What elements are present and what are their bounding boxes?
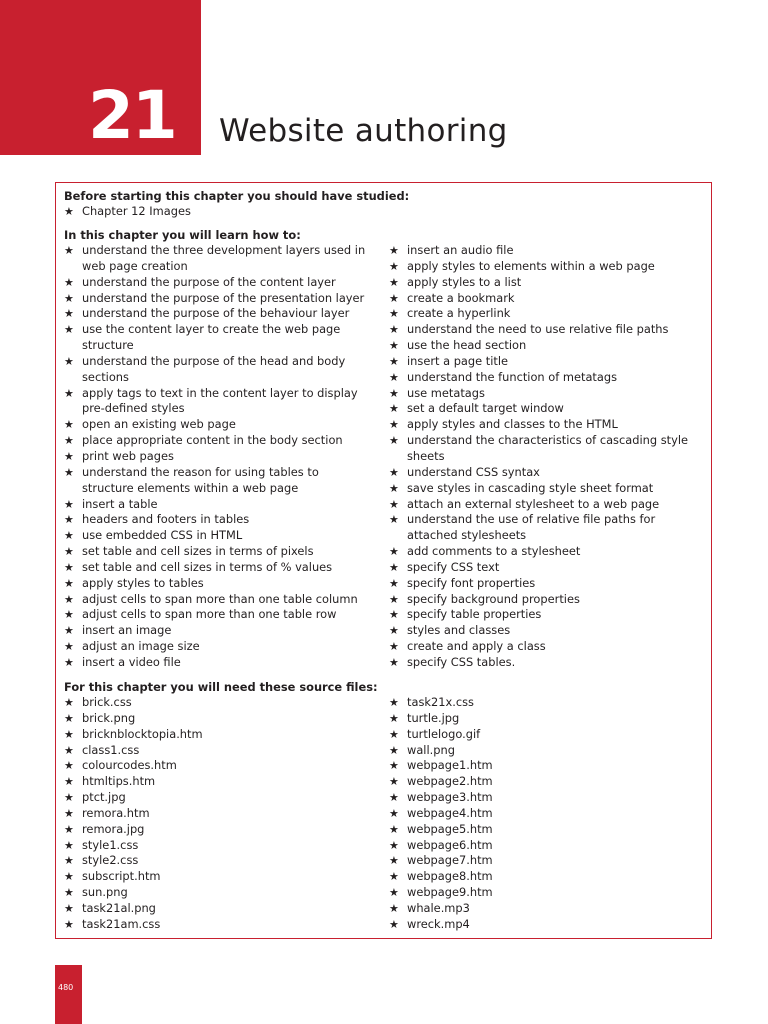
star-bullet-icon: ★ <box>389 775 399 789</box>
learning-objective-continuation <box>64 259 365 275</box>
star-bullet-icon: ★ <box>64 806 74 820</box>
list-item-text: create a hyperlink <box>407 306 511 321</box>
source-file-item <box>64 822 203 838</box>
learning-objective <box>64 275 365 291</box>
star-bullet-icon: ★ <box>64 759 74 773</box>
list-item-text: sections <box>82 369 129 384</box>
list-item-text: adjust an image size <box>82 639 200 654</box>
learning-objective <box>64 639 365 655</box>
star-bullet-icon: ★ <box>64 560 74 574</box>
learning-objective <box>389 401 688 417</box>
list-item-text: wreck.mp4 <box>407 916 470 931</box>
source-files-heading: For this chapter you will need these source files: <box>64 680 378 694</box>
star-bullet-icon: ★ <box>64 545 74 559</box>
prerequisites-heading: Before starting this chapter you should have studied: <box>64 189 410 203</box>
learning-objective <box>389 592 688 608</box>
source-file-item <box>389 822 493 838</box>
star-bullet-icon: ★ <box>389 307 399 321</box>
list-item-text: use embedded CSS in HTML <box>82 528 243 543</box>
list-item-text: attached stylesheets <box>407 528 527 543</box>
learning-objective <box>389 497 688 513</box>
learning-objective <box>389 275 688 291</box>
star-bullet-icon: ★ <box>64 497 74 511</box>
star-bullet-icon: ★ <box>64 418 74 432</box>
star-bullet-icon: ★ <box>389 886 399 900</box>
list-item-text: understand the purpose of the presentation layer <box>82 290 365 305</box>
source-file-item <box>389 869 493 885</box>
source-file-item <box>64 917 203 933</box>
list-item-text: specify table properties <box>407 607 542 622</box>
star-bullet-icon: ★ <box>389 806 399 820</box>
list-item-text: bricknblocktopia.htm <box>82 726 203 741</box>
star-bullet-icon: ★ <box>64 307 74 321</box>
star-bullet-icon: ★ <box>389 696 399 709</box>
list-item-text: insert a table <box>82 496 158 511</box>
star-bullet-icon: ★ <box>389 576 399 590</box>
list-item-text: colourcodes.htm <box>82 758 177 773</box>
learning-objective <box>64 291 365 307</box>
learning-objective <box>389 481 688 497</box>
learning-objective <box>389 655 688 671</box>
learning-objective <box>389 370 688 386</box>
star-bullet-icon: ★ <box>64 354 74 368</box>
star-bullet-icon: ★ <box>64 624 74 638</box>
list-item-text: ptct.jpg <box>82 790 126 805</box>
star-bullet-icon: ★ <box>389 465 399 479</box>
star-bullet-icon: ★ <box>64 775 74 789</box>
learning-objective <box>389 544 688 560</box>
learning-objective <box>389 386 688 402</box>
list-item-text: set table and cell sizes in terms of % values <box>82 559 333 574</box>
star-bullet-icon: ★ <box>389 275 399 289</box>
list-item-text: brick.png <box>82 710 136 725</box>
star-bullet-icon: ★ <box>389 402 399 416</box>
star-bullet-icon: ★ <box>389 434 399 448</box>
source-file-item <box>64 711 203 727</box>
star-bullet-icon: ★ <box>389 838 399 852</box>
source-file-item <box>389 885 493 901</box>
list-item-text: turtle.jpg <box>407 710 460 725</box>
star-bullet-icon: ★ <box>64 696 74 709</box>
list-item-text: apply styles to a list <box>407 274 522 289</box>
list-item-text: pre-defined styles <box>82 401 185 416</box>
learning-objective <box>64 243 365 259</box>
list-item-text: remora.htm <box>82 805 150 820</box>
list-item-text: open an existing web page <box>82 417 236 432</box>
list-item-text: understand the function of metatags <box>407 369 618 384</box>
prerequisite-item <box>64 204 191 220</box>
source-file-item <box>389 853 493 869</box>
list-item-text: specify CSS tables. <box>407 654 516 669</box>
list-item-text: place appropriate content in the body section <box>82 433 343 448</box>
star-bullet-icon: ★ <box>64 791 74 805</box>
learn-list-right <box>389 243 688 671</box>
star-bullet-icon: ★ <box>64 655 74 669</box>
list-item-text: sun.png <box>82 885 128 900</box>
learning-objective <box>64 607 365 623</box>
list-item-text: whale.mp3 <box>407 900 470 915</box>
star-bullet-icon: ★ <box>389 917 399 931</box>
learning-objective <box>389 338 688 354</box>
list-item-text: apply styles to elements within a web page <box>407 258 655 273</box>
star-bullet-icon: ★ <box>64 291 74 305</box>
list-item-text: brick.css <box>82 695 132 709</box>
learning-objective <box>389 576 688 592</box>
learning-objective-continuation <box>64 481 365 497</box>
list-item-text: apply styles and classes to the HTML <box>407 417 618 432</box>
learning-objective <box>389 243 688 259</box>
learning-objective <box>389 623 688 639</box>
list-item-text: understand the purpose of the content layer <box>82 274 336 289</box>
source-file-item <box>64 838 203 854</box>
star-bullet-icon: ★ <box>389 759 399 773</box>
source-file-item <box>389 901 493 917</box>
list-item-text: use metatags <box>407 385 485 400</box>
learn-list-left <box>64 243 365 671</box>
star-bullet-icon: ★ <box>389 481 399 495</box>
star-bullet-icon: ★ <box>389 513 399 527</box>
list-item-text: understand the need to use relative file paths <box>407 322 669 337</box>
list-item-text: understand the reason for using tables to <box>82 464 319 479</box>
star-bullet-icon: ★ <box>64 386 74 400</box>
learning-objective <box>64 655 365 671</box>
list-item-text: webpage8.htm <box>407 869 493 884</box>
list-item-text: understand the purpose of the head and body <box>82 353 346 368</box>
star-bullet-icon: ★ <box>389 259 399 273</box>
list-item-text: wall.png <box>407 742 455 757</box>
learning-objective-continuation <box>64 370 365 386</box>
list-item-text: apply tags to text in the content layer to display <box>82 385 358 400</box>
list-item-text: adjust cells to span more than one table column <box>82 591 358 606</box>
learning-objective <box>389 607 688 623</box>
star-bullet-icon: ★ <box>389 791 399 805</box>
learning-objective <box>389 417 688 433</box>
learning-objective <box>389 560 688 576</box>
list-item-text: webpage6.htm <box>407 837 493 852</box>
list-item-text: insert an image <box>82 623 172 638</box>
list-item-text: set table and cell sizes in terms of pixels <box>82 544 314 559</box>
list-item-text: set a default target window <box>407 401 564 416</box>
source-file-item <box>64 774 203 790</box>
learning-objective <box>64 497 365 513</box>
list-item-text: web page creation <box>82 258 188 273</box>
learning-objective <box>64 306 365 322</box>
learning-objective-continuation <box>389 528 688 544</box>
list-item-text: turtlelogo.gif <box>407 726 481 741</box>
star-bullet-icon: ★ <box>389 592 399 606</box>
list-item-text: structure <box>82 338 134 353</box>
source-file-item <box>64 727 203 743</box>
source-file-item <box>389 774 493 790</box>
source-file-item <box>64 790 203 806</box>
list-item-text: webpage4.htm <box>407 805 493 820</box>
learning-objective <box>389 322 688 338</box>
list-item-text: webpage7.htm <box>407 853 493 868</box>
learning-objective <box>389 354 688 370</box>
list-item-text: sheets <box>407 448 445 463</box>
source-file-item <box>64 901 203 917</box>
learning-objective-continuation <box>389 449 688 465</box>
star-bullet-icon: ★ <box>64 838 74 852</box>
list-item-text: understand CSS syntax <box>407 464 540 479</box>
star-bullet-icon: ★ <box>64 870 74 884</box>
star-bullet-icon: ★ <box>64 529 74 543</box>
list-item-text: use the content layer to create the web page <box>82 322 341 337</box>
learning-objective <box>389 639 688 655</box>
star-bullet-icon: ★ <box>64 513 74 527</box>
star-bullet-icon: ★ <box>64 822 74 836</box>
star-bullet-icon: ★ <box>389 743 399 757</box>
list-item-text: specify background properties <box>407 591 580 606</box>
star-bullet-icon: ★ <box>64 205 74 218</box>
source-file-item <box>389 790 493 806</box>
list-item-text: specify font properties <box>407 575 536 590</box>
list-item-text: style1.css <box>82 837 139 852</box>
learning-objective <box>64 322 365 338</box>
star-bullet-icon: ★ <box>389 418 399 432</box>
chapter-title: Website authoring <box>219 113 508 149</box>
star-bullet-icon: ★ <box>389 560 399 574</box>
list-item-text: apply styles to tables <box>82 575 204 590</box>
star-bullet-icon: ★ <box>389 339 399 353</box>
star-bullet-icon: ★ <box>389 822 399 836</box>
star-bullet-icon: ★ <box>389 711 399 725</box>
star-bullet-icon: ★ <box>389 624 399 638</box>
page-number-tab <box>55 965 82 1024</box>
list-item-text: print web pages <box>82 448 174 463</box>
star-bullet-icon: ★ <box>389 323 399 337</box>
list-item-text: understand the three development layers used in <box>82 243 366 257</box>
list-item-text: style2.css <box>82 853 139 868</box>
source-files-list-left <box>64 695 203 933</box>
list-item-text: insert a page title <box>407 353 509 368</box>
learning-objective <box>64 544 365 560</box>
source-file-item <box>389 727 493 743</box>
list-item-text: adjust cells to span more than one table row <box>82 607 337 622</box>
learn-heading: In this chapter you will learn how to: <box>64 228 301 242</box>
list-item-text: htmltips.htm <box>82 774 156 789</box>
star-bullet-icon: ★ <box>64 592 74 606</box>
list-item-text: task21x.css <box>407 695 474 709</box>
list-item-text: save styles in cascading style sheet format <box>407 480 654 495</box>
source-file-item <box>64 853 203 869</box>
learning-objective <box>64 560 365 576</box>
star-bullet-icon: ★ <box>64 323 74 337</box>
prerequisites-list <box>64 204 191 220</box>
star-bullet-icon: ★ <box>64 244 74 257</box>
list-item-text: headers and footers in tables <box>82 512 250 527</box>
list-item-text: styles and classes <box>407 623 511 638</box>
star-bullet-icon: ★ <box>64 854 74 868</box>
star-bullet-icon: ★ <box>389 727 399 741</box>
source-file-item <box>389 711 493 727</box>
source-file-item <box>64 695 203 711</box>
star-bullet-icon: ★ <box>389 640 399 654</box>
learning-objective <box>64 465 365 481</box>
list-item-text: understand the characteristics of cascading style <box>407 433 689 448</box>
list-item-text: webpage5.htm <box>407 821 493 836</box>
learning-objective-continuation <box>64 401 365 417</box>
star-bullet-icon: ★ <box>64 640 74 654</box>
source-file-item <box>389 838 493 854</box>
list-item-text: insert an audio file <box>407 243 514 257</box>
list-item-text: create and apply a class <box>407 639 546 654</box>
star-bullet-icon: ★ <box>389 608 399 622</box>
learning-objective <box>389 465 688 481</box>
source-files-list-right <box>389 695 493 933</box>
list-item-text: subscript.htm <box>82 869 161 884</box>
learning-objective <box>64 354 365 370</box>
source-file-item <box>389 743 493 759</box>
chapter-number: 21 <box>88 77 176 154</box>
star-bullet-icon: ★ <box>64 743 74 757</box>
learning-objective <box>64 592 365 608</box>
learning-objective <box>389 433 688 449</box>
source-file-item <box>64 743 203 759</box>
learning-objective <box>389 291 688 307</box>
learning-objective <box>64 623 365 639</box>
list-item-text: task21am.css <box>82 916 161 931</box>
source-file-item <box>64 885 203 901</box>
star-bullet-icon: ★ <box>389 655 399 669</box>
star-bullet-icon: ★ <box>389 545 399 559</box>
star-bullet-icon: ★ <box>389 901 399 915</box>
star-bullet-icon: ★ <box>389 370 399 384</box>
star-bullet-icon: ★ <box>64 711 74 725</box>
list-item-text: create a bookmark <box>407 290 515 305</box>
star-bullet-icon: ★ <box>389 244 399 257</box>
learning-objective-continuation <box>64 338 365 354</box>
list-item-text: webpage9.htm <box>407 885 493 900</box>
star-bullet-icon: ★ <box>389 870 399 884</box>
learning-objective <box>64 386 365 402</box>
learning-objective <box>64 433 365 449</box>
star-bullet-icon: ★ <box>64 465 74 479</box>
star-bullet-icon: ★ <box>389 354 399 368</box>
list-item-text: webpage1.htm <box>407 758 493 773</box>
learning-objective <box>64 417 365 433</box>
list-item-text: webpage3.htm <box>407 790 493 805</box>
list-item-text: Chapter 12 Images <box>82 204 191 218</box>
star-bullet-icon: ★ <box>64 727 74 741</box>
list-item-text: remora.jpg <box>82 821 145 836</box>
list-item-text: webpage2.htm <box>407 774 493 789</box>
star-bullet-icon: ★ <box>64 576 74 590</box>
star-bullet-icon: ★ <box>64 886 74 900</box>
list-item-text: understand the purpose of the behaviour layer <box>82 306 350 321</box>
star-bullet-icon: ★ <box>389 497 399 511</box>
star-bullet-icon: ★ <box>64 917 74 931</box>
star-bullet-icon: ★ <box>389 291 399 305</box>
page-number: 480 <box>58 983 74 992</box>
star-bullet-icon: ★ <box>64 608 74 622</box>
list-item-text: task21al.png <box>82 900 156 915</box>
list-item-text: use the head section <box>407 338 527 353</box>
source-file-item <box>389 758 493 774</box>
source-file-item <box>64 869 203 885</box>
star-bullet-icon: ★ <box>64 449 74 463</box>
list-item-text: attach an external stylesheet to a web page <box>407 496 660 511</box>
star-bullet-icon: ★ <box>64 434 74 448</box>
source-file-item <box>389 806 493 822</box>
list-item-text: class1.css <box>82 742 140 757</box>
star-bullet-icon: ★ <box>64 275 74 289</box>
learning-objective <box>389 259 688 275</box>
list-item-text: structure elements within a web page <box>82 480 299 495</box>
learning-objective <box>64 449 365 465</box>
list-item-text: insert a video file <box>82 654 181 669</box>
learning-objective <box>64 576 365 592</box>
list-item-text: add comments to a stylesheet <box>407 544 581 559</box>
learning-objective <box>389 512 688 528</box>
list-item-text: understand the use of relative file paths for <box>407 512 656 527</box>
source-file-item <box>64 758 203 774</box>
source-file-item <box>389 695 493 711</box>
star-bullet-icon: ★ <box>64 901 74 915</box>
learning-objective <box>389 306 688 322</box>
star-bullet-icon: ★ <box>389 386 399 400</box>
source-file-item <box>64 806 203 822</box>
source-file-item <box>389 917 493 933</box>
list-item-text: specify CSS text <box>407 559 500 574</box>
star-bullet-icon: ★ <box>389 854 399 868</box>
learning-objective <box>64 528 365 544</box>
learning-objective <box>64 512 365 528</box>
